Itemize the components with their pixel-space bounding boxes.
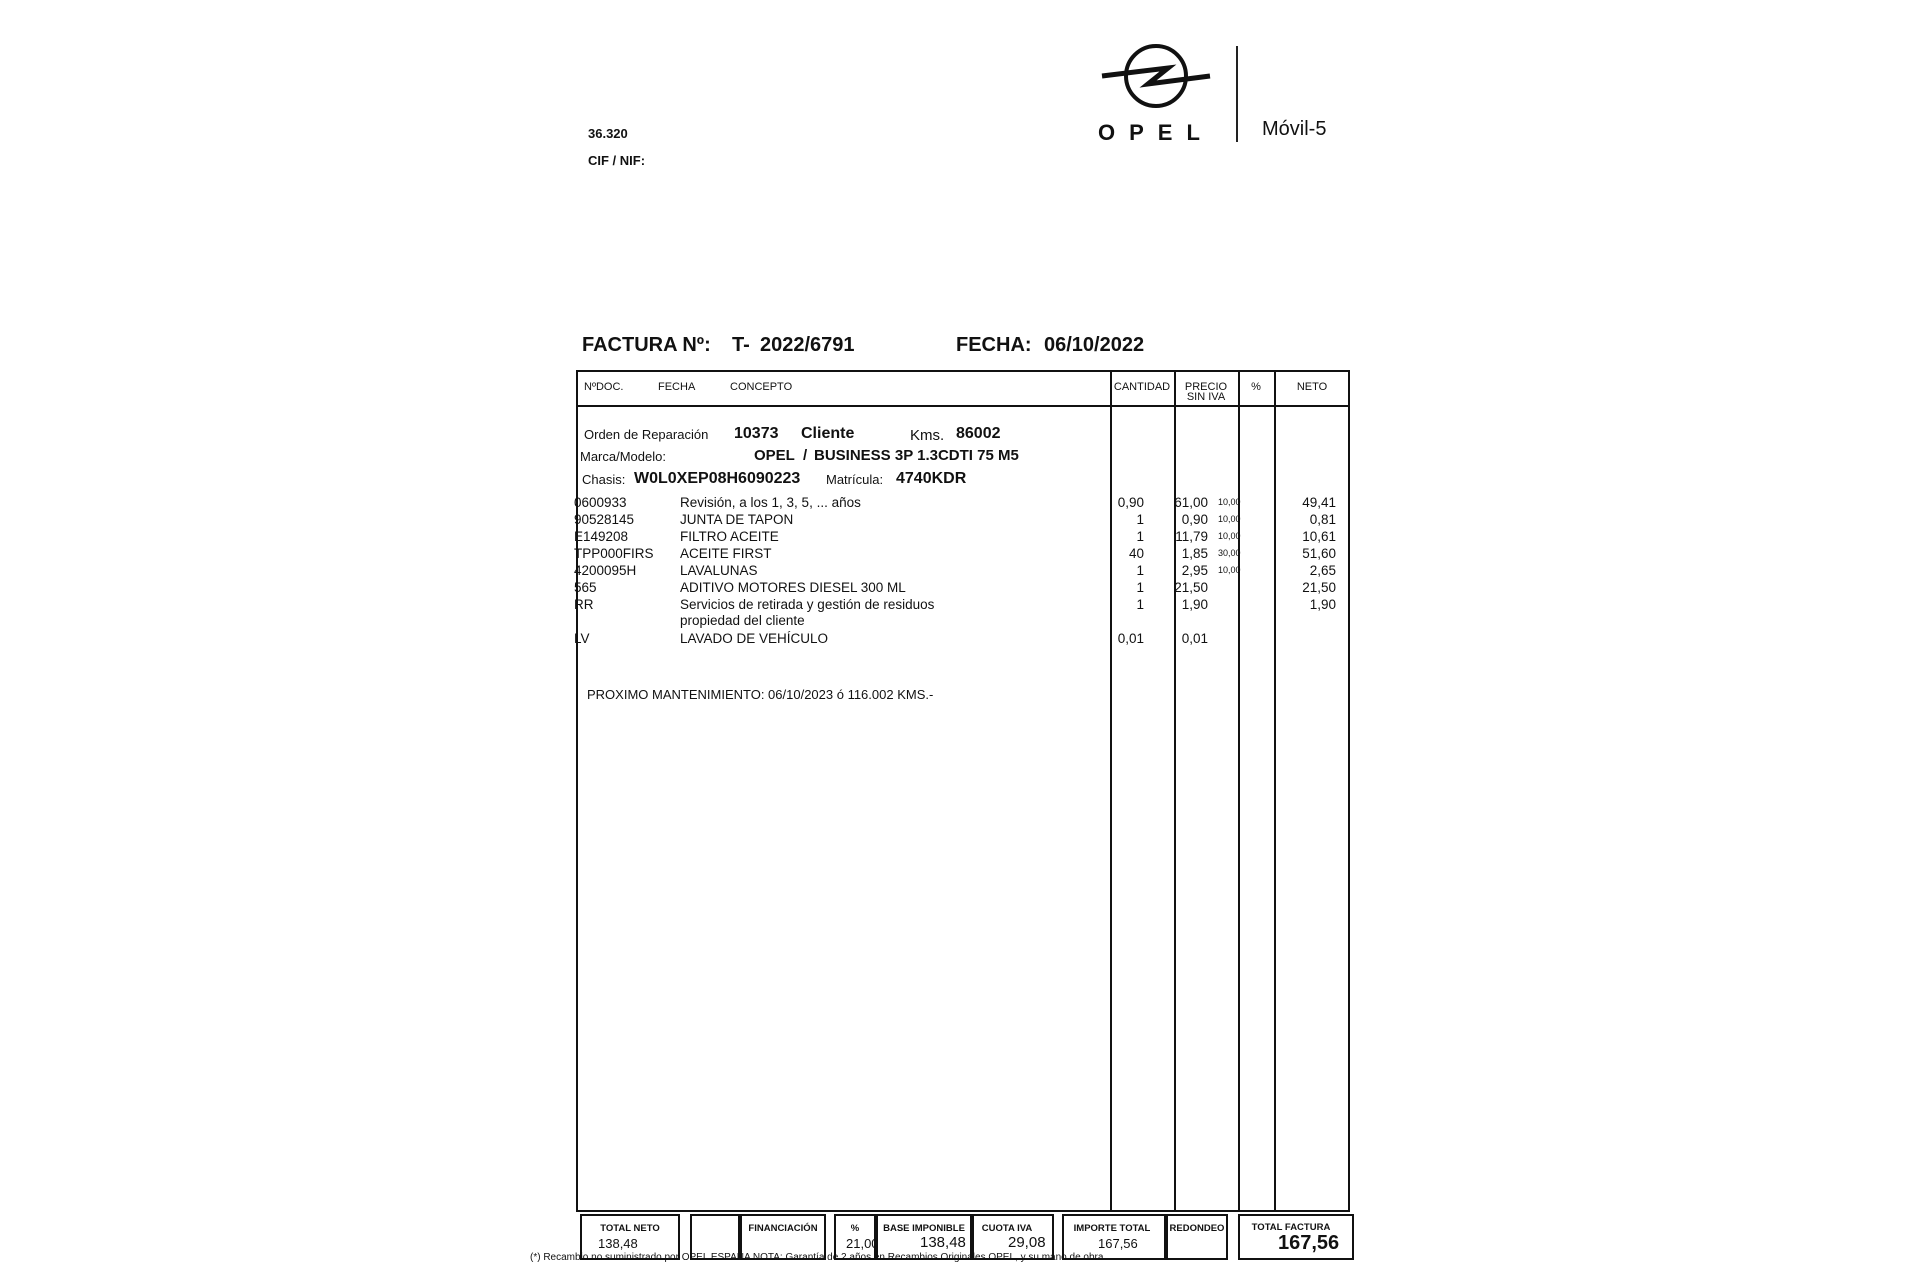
line-quantity: 1 <box>1136 580 1144 595</box>
col-header-fecha: FECHA <box>658 381 696 393</box>
dealer-name: Móvil-5 <box>1262 118 1327 140</box>
line-net: 49,41 <box>1302 495 1336 510</box>
marca-sep: / <box>803 447 808 464</box>
orden-number: 10373 <box>734 425 779 442</box>
line-code: 90528145 <box>574 512 635 527</box>
kms-label: Kms. <box>910 427 945 444</box>
line-description: FILTRO ACEITE <box>680 529 779 544</box>
line-description: Servicios de retirada y gestión de residuos <box>680 597 935 612</box>
cuota-label: CUOTA IVA <box>981 1223 1033 1234</box>
cif-label: CIF / NIF: <box>588 153 646 168</box>
line-discount-pct: 10,00 <box>1218 497 1241 507</box>
col-header-neto: NETO <box>1296 381 1328 393</box>
invoice-number-prefix: T- <box>732 334 750 356</box>
line-code: TPP000FIRS <box>574 546 654 561</box>
line-net: 2,65 <box>1309 563 1336 578</box>
matricula-value: 4740KDR <box>896 470 967 487</box>
col-header-precio: PRECIO <box>1184 381 1228 393</box>
col-header-concepto: CONCEPTO <box>730 381 793 393</box>
line-discount-pct: 30,00 <box>1218 548 1241 558</box>
cuota-value: 29,08 <box>1008 1234 1046 1251</box>
cliente-label: Cliente <box>801 425 855 442</box>
total-factura-label: TOTAL FACTURA <box>1251 1222 1331 1233</box>
line-discount-pct: 10,00 <box>1218 531 1241 541</box>
line-quantity: 1 <box>1136 563 1144 578</box>
invoice-date: 06/10/2022 <box>1044 334 1145 356</box>
marca-label: Marca/Modelo: <box>580 449 666 464</box>
dealer-code: 36.320 <box>588 126 628 141</box>
table-row <box>574 494 1334 511</box>
col-header-cantidad: CANTIDAD <box>1113 381 1171 393</box>
line-description-cont: propiedad del cliente <box>680 613 805 628</box>
line-quantity: 0,01 <box>1117 631 1144 646</box>
importe-label: IMPORTE TOTAL <box>1073 1223 1151 1234</box>
redondeo-label: REDONDEO <box>1169 1223 1225 1234</box>
line-net: 1,90 <box>1309 597 1336 612</box>
line-description: LAVALUNAS <box>680 563 758 578</box>
col-header-pct: % <box>1251 381 1261 393</box>
table-header-divider <box>576 405 1350 407</box>
invoice-date-label: FECHA: <box>956 334 1032 356</box>
line-price: 0,01 <box>1181 631 1208 646</box>
redondeo-box <box>1166 1214 1228 1260</box>
line-net: 0,81 <box>1309 512 1336 527</box>
line-discount-pct: 10,00 <box>1218 514 1241 524</box>
line-price: 0,90 <box>1181 512 1208 527</box>
line-price: 61,00 <box>1174 495 1208 510</box>
line-code: 0600933 <box>574 495 627 510</box>
table-row <box>574 545 1334 562</box>
invoice-number-label: FACTURA Nº: <box>582 334 711 356</box>
table-row <box>574 579 1334 596</box>
line-discount-pct: 10,00 <box>1218 565 1241 575</box>
total-neto-label: TOTAL NETO <box>600 1223 660 1234</box>
col-header-precio-sub: SIN IVA <box>1186 391 1226 403</box>
line-price: 21,50 <box>1174 580 1208 595</box>
line-net: 51,60 <box>1302 546 1336 561</box>
line-code: LV <box>574 631 590 646</box>
pct-value: 21,00 <box>846 1236 879 1251</box>
next-maintenance-note: PROXIMO MANTENIMIENTO: 06/10/2023 ó 116.002 KMS.- <box>587 687 934 702</box>
base-label: BASE IMPONIBLE <box>883 1223 965 1234</box>
matricula-label: Matrícula: <box>826 472 884 487</box>
footnote: (*) Recambio no suministrado por OPEL ESPAÑA NOTA: Garantía de 2 años en Recambios Originales OPEL, y su mano de obra. <box>530 1252 1107 1263</box>
line-price: 11,79 <box>1175 529 1208 544</box>
line-net: 10,61 <box>1302 529 1336 544</box>
marca-value: OPEL <box>754 447 795 464</box>
line-quantity: 1 <box>1136 529 1144 544</box>
table-row <box>574 596 1336 628</box>
line-description: Revisión, a los 1, 3, 5, ... años <box>680 495 861 510</box>
financiacion-label: FINANCIACIÓN <box>748 1223 818 1234</box>
total-factura-value: 167,56 <box>1278 1232 1340 1254</box>
table-row <box>574 528 1334 545</box>
line-code: 565 <box>574 580 597 595</box>
orden-label: Orden de Reparación <box>584 427 709 442</box>
line-quantity: 40 <box>1128 546 1144 561</box>
modelo-value: BUSINESS 3P 1.3CDTI 75 M5 <box>814 447 1019 464</box>
line-code: E149208 <box>574 529 629 544</box>
line-price: 1,90 <box>1181 597 1208 612</box>
line-quantity: 1 <box>1136 512 1144 527</box>
table-row <box>574 511 1334 528</box>
chasis-label: Chasis: <box>582 472 626 487</box>
col-header-ndoc: NºDOC. <box>584 381 624 393</box>
logo-divider <box>1236 46 1238 142</box>
invoice-number: 2022/6791 <box>760 334 855 356</box>
base-value: 138,48 <box>920 1234 966 1251</box>
total-neto-value: 138,48 <box>598 1236 638 1251</box>
table-row <box>574 562 1334 579</box>
line-quantity: 1 <box>1136 597 1144 612</box>
pct-label: % <box>850 1223 860 1234</box>
line-net: 21,50 <box>1302 580 1336 595</box>
table-row <box>574 630 1334 647</box>
line-price: 1,85 <box>1181 546 1208 561</box>
line-description: ADITIVO MOTORES DIESEL 300 ML <box>680 580 906 595</box>
line-price: 2,95 <box>1181 563 1208 578</box>
kms-value: 86002 <box>956 425 1001 442</box>
line-quantity: 0,90 <box>1117 495 1144 510</box>
importe-value: 167,56 <box>1098 1236 1138 1251</box>
line-code: RR <box>574 597 594 612</box>
chasis-value: W0L0XEP08H6090223 <box>634 470 801 487</box>
line-description: LAVADO DE VEHÍCULO <box>680 631 829 646</box>
line-description: ACEITE FIRST <box>680 546 772 561</box>
line-description: JUNTA DE TAPON <box>680 512 794 527</box>
opel-logo-icon <box>1098 38 1214 114</box>
brand-wordmark: OPEL <box>1098 120 1214 145</box>
line-code: 4200095H <box>574 563 637 578</box>
